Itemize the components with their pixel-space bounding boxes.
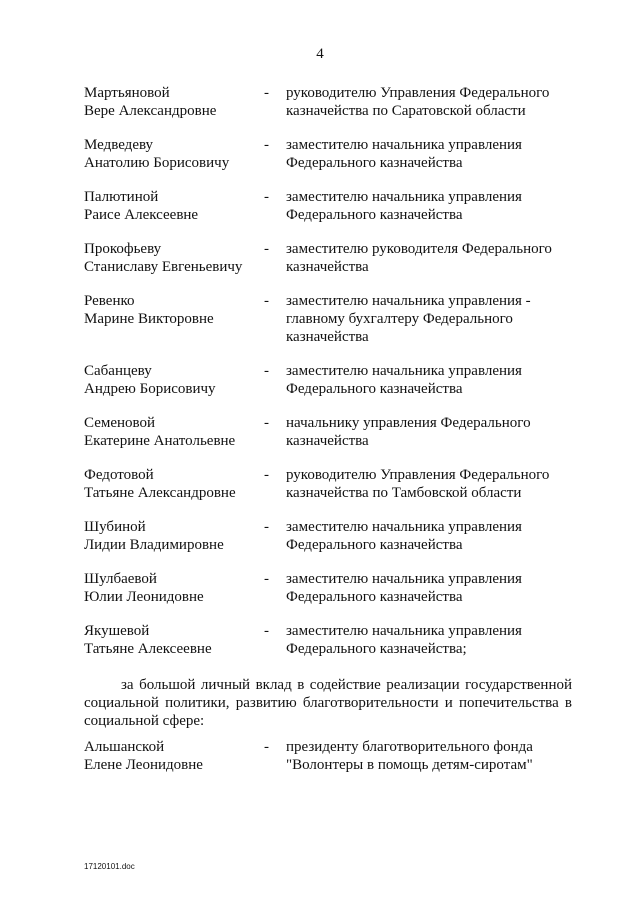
- recipient-surname: Палютиной: [84, 189, 159, 205]
- position-line: казначейства по Саратовской области: [286, 103, 526, 119]
- position-line: заместителю начальника управления: [286, 363, 522, 379]
- recipient-surname: Медведеву: [84, 137, 154, 153]
- recipient-surname: Шулбаевой: [84, 571, 157, 587]
- recipient-entry: [84, 518, 574, 570]
- recipient-entry: [84, 292, 574, 362]
- recipient-given-names: Марине Викторовне: [84, 311, 214, 327]
- position-line: "Волонтеры в помощь детям-сиротам": [286, 757, 533, 773]
- recipient-name: [84, 188, 264, 224]
- position-line: Федерального казначейства: [286, 155, 463, 171]
- recipient-name: [84, 414, 264, 450]
- recipient-name: [84, 738, 264, 774]
- position-line: заместителю начальника управления: [286, 623, 522, 639]
- separator-dash: -: [264, 137, 269, 153]
- recipient-name: [84, 362, 264, 398]
- recipient-position: [286, 466, 576, 502]
- recipient-surname: Ревенко: [84, 293, 135, 309]
- position-line: заместителю начальника управления: [286, 137, 522, 153]
- recipient-surname: Сабанцеву: [84, 363, 152, 379]
- position-line: заместителю начальника управления: [286, 519, 522, 535]
- recipient-position: [286, 136, 576, 172]
- recipient-name: [84, 292, 264, 328]
- recipient-name: [84, 622, 264, 658]
- position-line: казначейства: [286, 259, 369, 275]
- recipient-name: [84, 570, 264, 606]
- recipient-position: [286, 622, 576, 658]
- recipient-surname: Мартьяновой: [84, 85, 170, 101]
- recipient-name: [84, 466, 264, 502]
- separator-dash: -: [264, 293, 269, 309]
- position-line: Федерального казначейства;: [286, 641, 467, 657]
- separator-dash: -: [264, 519, 269, 535]
- recipient-entry: [84, 362, 574, 414]
- position-line: главному бухгалтеру Федерального: [286, 311, 513, 327]
- recipient-given-names: Станиславу Евгеньевичу: [84, 259, 243, 275]
- award-recipient-list: [84, 84, 574, 674]
- position-line: Федерального казначейства: [286, 537, 463, 553]
- position-line: Федерального казначейства: [286, 207, 463, 223]
- award-reason-paragraph: за большой личный вклад в содействие реализации государственной социальной политики, развитию благотворительности и попечительства в социальной сфере:: [84, 677, 572, 729]
- recipient-given-names: Вере Александровне: [84, 103, 217, 119]
- recipient-given-names: Анатолию Борисовичу: [84, 155, 230, 171]
- recipient-entry: [84, 622, 574, 674]
- separator-dash: -: [264, 739, 269, 755]
- position-line: начальнику управления Федерального: [286, 415, 531, 431]
- recipient-position: [286, 292, 576, 346]
- recipient-surname: Федотовой: [84, 467, 154, 483]
- position-line: Федерального казначейства: [286, 381, 463, 397]
- recipient-position: [286, 84, 576, 120]
- recipient-position: [286, 188, 576, 224]
- separator-dash: -: [264, 363, 269, 379]
- recipient-position: [286, 414, 576, 450]
- recipient-given-names: Юлии Леонидовне: [84, 589, 204, 605]
- recipient-position: [286, 570, 576, 606]
- separator-dash: -: [264, 571, 269, 587]
- recipient-given-names: Екатерине Анатольевне: [84, 433, 236, 449]
- recipient-entry: [84, 136, 574, 188]
- recipient-surname: Шубиной: [84, 519, 146, 535]
- recipient-given-names: Андрею Борисовичу: [84, 381, 216, 397]
- recipient-given-names: Елене Леонидовне: [84, 757, 203, 773]
- recipient-entry: [84, 240, 574, 292]
- separator-dash: -: [264, 415, 269, 431]
- recipient-entry: [84, 466, 574, 518]
- position-line: казначейства: [286, 433, 369, 449]
- recipient-name: [84, 136, 264, 172]
- recipient-surname: Альшанской: [84, 739, 165, 755]
- recipient-entry: [84, 84, 574, 136]
- separator-dash: -: [264, 623, 269, 639]
- recipient-given-names: Лидии Владимировне: [84, 537, 224, 553]
- separator-dash: -: [264, 189, 269, 205]
- position-line: заместителю начальника управления: [286, 571, 522, 587]
- recipient-position: [286, 738, 576, 774]
- recipient-entry: [84, 738, 574, 790]
- recipient-entry: [84, 188, 574, 240]
- recipient-position: [286, 240, 576, 276]
- position-line: руководителю Управления Федерального: [286, 467, 550, 483]
- recipient-given-names: Татьяне Алексеевне: [84, 641, 212, 657]
- recipient-entry: [84, 414, 574, 466]
- recipient-entry: [84, 570, 574, 622]
- position-line: президенту благотворительного фонда: [286, 739, 533, 755]
- award-recipient-list-2: [84, 738, 574, 790]
- position-line: Федерального казначейства: [286, 589, 463, 605]
- recipient-name: [84, 240, 264, 276]
- separator-dash: -: [264, 85, 269, 101]
- recipient-given-names: Татьяне Александровне: [84, 485, 236, 501]
- position-line: руководителю Управления Федерального: [286, 85, 550, 101]
- recipient-position: [286, 518, 576, 554]
- page-number: 4: [316, 46, 324, 62]
- recipient-name: [84, 518, 264, 554]
- file-name-footer: 17120101.doc: [84, 862, 135, 871]
- recipient-position: [286, 362, 576, 398]
- position-line: заместителю начальника управления -: [286, 293, 531, 309]
- recipient-surname: Семеновой: [84, 415, 156, 431]
- recipient-surname: Якушевой: [84, 623, 150, 639]
- separator-dash: -: [264, 241, 269, 257]
- recipient-given-names: Раисе Алексеевне: [84, 207, 199, 223]
- position-line: заместителю начальника управления: [286, 189, 522, 205]
- separator-dash: -: [264, 467, 269, 483]
- position-line: заместителю руководителя Федерального: [286, 241, 552, 257]
- position-line: казначейства по Тамбовской области: [286, 485, 522, 501]
- recipient-name: [84, 84, 264, 120]
- recipient-surname: Прокофьеву: [84, 241, 162, 257]
- position-line: казначейства: [286, 329, 369, 345]
